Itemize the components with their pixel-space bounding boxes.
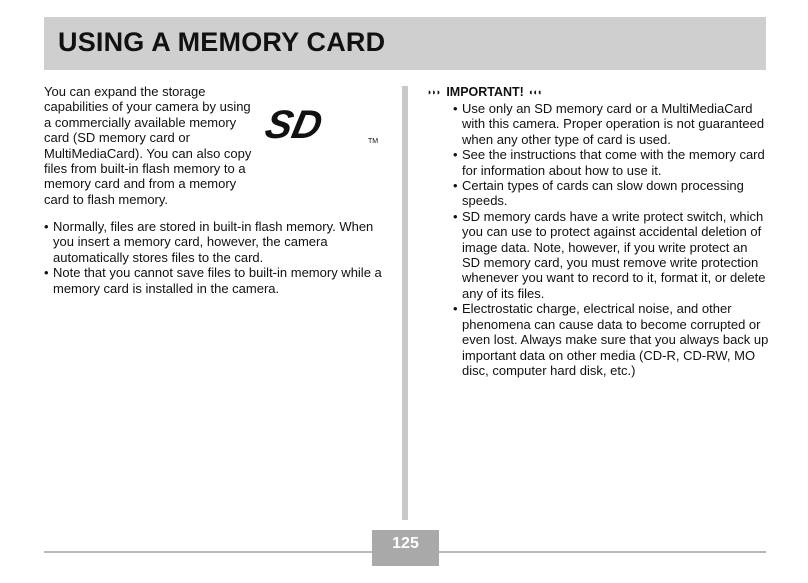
sd-logo-text: SD <box>261 101 327 147</box>
intro-paragraph: You can expand the storage capabilities of your camera by using a commercially available memory card (SD memory card or MultiMediaCard). You can also copy files from built-in flash memory to a memory card and from a memory card to flash memory. <box>44 84 252 207</box>
important-heading <box>427 84 541 100</box>
sd-card-logo <box>261 101 386 147</box>
list-item <box>453 178 769 209</box>
list-item-text: Electrostatic charge, electrical noise, and other phenomena can cause data to become corrupted or even lost. Always make sure that you always back up important data on other media (CD-R, CD-RW, MO disc, computer hard disk, etc.) <box>462 301 769 378</box>
list-item <box>453 209 769 301</box>
list-item-text: See the instructions that come with the memory card for information about how to use it. <box>462 147 765 178</box>
page-title: USING A MEMORY CARD <box>58 27 386 57</box>
list-item <box>453 101 769 147</box>
important-label: IMPORTANT! <box>446 85 524 99</box>
left-bullet-list <box>44 219 389 296</box>
bullet-dot: • <box>453 301 458 317</box>
title-bar <box>44 17 766 70</box>
important-left-marks-icon: ◗◗◗ <box>427 87 441 97</box>
important-bullet-list <box>453 101 769 378</box>
list-item-text: Use only an SD memory card or a MultiMediaCard with this camera. Proper operation is not guaranteed when any other type of card is used. <box>462 101 765 147</box>
list-item-text: Certain types of cards can slow down processing speeds. <box>462 178 744 209</box>
list-item-text: Note that you cannot save files to built-in memory while a memory card is installed in the camera. <box>53 265 382 296</box>
important-right-marks-icon: ◖◖◖ <box>527 87 542 97</box>
sd-logo-tm: TM <box>368 138 379 145</box>
bullet-dot: • <box>453 178 458 194</box>
page-number-box <box>372 530 439 566</box>
bullet-dot: • <box>453 101 458 116</box>
list-item-text: Normally, files are stored in built-in flash memory. When you insert a memory card, however, the camera automatically stores files to the card. <box>53 219 374 265</box>
list-item <box>44 219 389 265</box>
bullet-dot: • <box>44 219 49 234</box>
column-divider <box>402 86 408 520</box>
bullet-dot: • <box>44 265 49 281</box>
page-number: 125 <box>392 535 419 552</box>
list-item <box>453 147 769 178</box>
bullet-dot: • <box>453 147 458 163</box>
list-item <box>453 301 769 378</box>
list-item-text: SD memory cards have a write protect switch, which you can use to protect against accidental deletion of image data. Note, however, if you write protect an SD memory card, you must remove write protection whenever you want to record to it, format it, or delete any of its files. <box>462 208 766 301</box>
list-item <box>44 265 389 296</box>
bullet-dot: • <box>453 208 458 224</box>
